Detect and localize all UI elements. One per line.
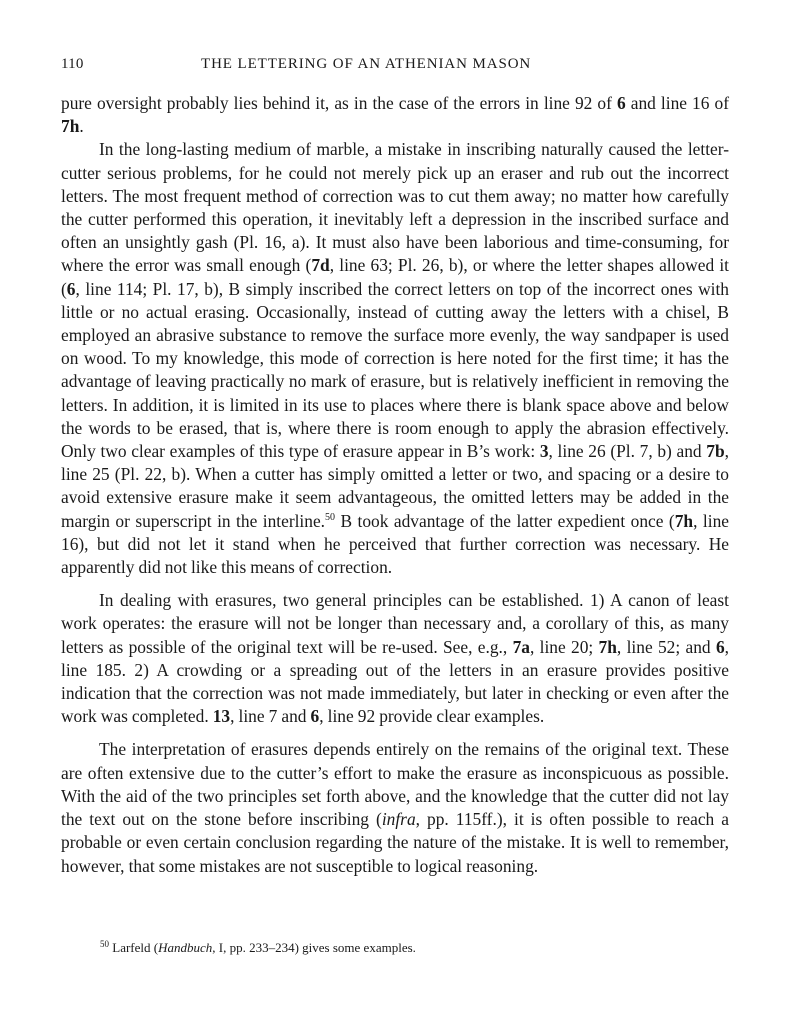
inscription-ref: 3: [539, 441, 549, 462]
inscription-ref: 6: [66, 278, 76, 299]
inscription-ref: 6: [715, 636, 725, 657]
text-run: In the long-lasting medium of marble, a mistake in inscribing naturally caused the letter-cutter serious problems, for he could not merely pick up an eraser and rub out the incorrect letters. The most frequent method of correction was to cut them away; no matter how carefully the cutter performed this operation, it inevitably left a depression in the inscribed surface and often an unsightly gash (Pl. 16, a). It must also have been laborious and time-consuming, for where the error was small enough (: [61, 139, 729, 276]
italic-text: infra: [381, 809, 416, 830]
text-run: , line 16), but did not let it stand when he perceived that further correction was necessary. He apparently did not like this means of correction.: [61, 510, 729, 578]
inscription-ref: 6: [310, 706, 320, 727]
footnote-50: [100, 939, 700, 957]
page: [61, 56, 729, 878]
inscription-ref: 13: [212, 706, 231, 727]
text-run: , line 20;: [529, 636, 599, 657]
paragraph-3: [61, 589, 729, 728]
text-run: , line 25 (Pl. 22, b). When a cutter has simply omitted a letter or two, and spacing or a desire to avoid extensive erasure make it seem advantageous, the omitted letters may be added in the margin or superscript in the interline.: [61, 441, 729, 531]
running-title: THE LETTERING OF AN ATHENIAN MASON: [201, 56, 532, 72]
text-run: , line 63; Pl. 26, b), or where the letter shapes allowed it (: [61, 255, 729, 299]
inscription-ref: 7d: [311, 255, 330, 276]
text-run: B took advantage of the latter expedient once (: [335, 510, 675, 531]
text-run: , line 185. 2) A crowding or a spreading out of the letters in an erasure provides positive indication that the correction was not made immediately, but later in checking or even after the work was completed.: [61, 636, 729, 727]
inscription-ref: 7h: [674, 510, 694, 531]
footnote-marker: 50: [100, 939, 109, 949]
inscription-ref: 7a: [512, 636, 530, 657]
inscription-ref: 6: [616, 93, 626, 113]
inscription-ref: 7h: [598, 636, 617, 657]
text-run: , line 92 provide clear examples.: [319, 706, 545, 727]
text-run: .: [79, 116, 84, 137]
text-run: The interpretation of erasures depends entirely on the remains of the original text. These are often extensive due to the cutter’s effort to make the erasure as inconspicuous as possible. With the aid of the two principles set forth above, and the knowledge that the cutter did not lay the text out on the stone before inscribing (: [61, 739, 729, 830]
page-number: 110: [61, 56, 84, 72]
footnote-marker: 50: [325, 511, 336, 523]
running-head: [61, 56, 729, 80]
text-run: , I, pp. 233–234) gives some examples.: [212, 940, 416, 955]
paragraph-4: [61, 738, 729, 877]
text-run: , line 26 (Pl. 7, b) and: [548, 441, 707, 462]
text-run: In dealing with erasures, two general principles can be established. 1) A canon of least work operates: the erasure will not be longer than necessary and, a corollary of this, as many letters as possible of the original text will be re-used. See, e.g.,: [61, 590, 729, 657]
text-run: Larfeld (: [109, 940, 159, 955]
inscription-ref: 7h: [61, 116, 80, 137]
text-run: , line 52; and: [616, 636, 716, 657]
text-run: , pp. 115ff.), it is often possible to reach a probable or even certain conclusion regarding the nature of the mistake. It is well to remember, however, that some mistakes are not susceptible to logical reasoning.: [61, 809, 729, 876]
inscription-ref: 7b: [706, 441, 725, 462]
paragraph-2: [61, 138, 729, 579]
paragraph-1: [61, 92, 729, 138]
text-run: , line 114; Pl. 17, b), B simply inscribed the correct letters on top of the incorrect ones with little or no actual erasing. Occasionally, instead of cutting away the letters with a chisel, B employed an abrasive substance to remove the surface more evenly, the way sandpaper is used on wood. To my knowledge, this mode of correction is here noted for the first time; it has the advantage of leaving practically no mark of erasure, but is relatively inefficient in removing the letters. In addition, it is limited in its use to places where there is blank space above and below the words to be erased, that is, where there is room enough to apply the abrasion effectively. Only two clear examples of this type of erasure appear in B’s work:: [61, 278, 729, 462]
text-run: pure oversight probably lies behind it, as in the case of the errors in line 92 of: [61, 93, 617, 113]
text-run: and line 16 of: [625, 93, 729, 113]
text-run: , line 7 and: [230, 706, 311, 727]
body-text: [61, 92, 729, 878]
italic-text: Handbuch: [158, 940, 213, 955]
